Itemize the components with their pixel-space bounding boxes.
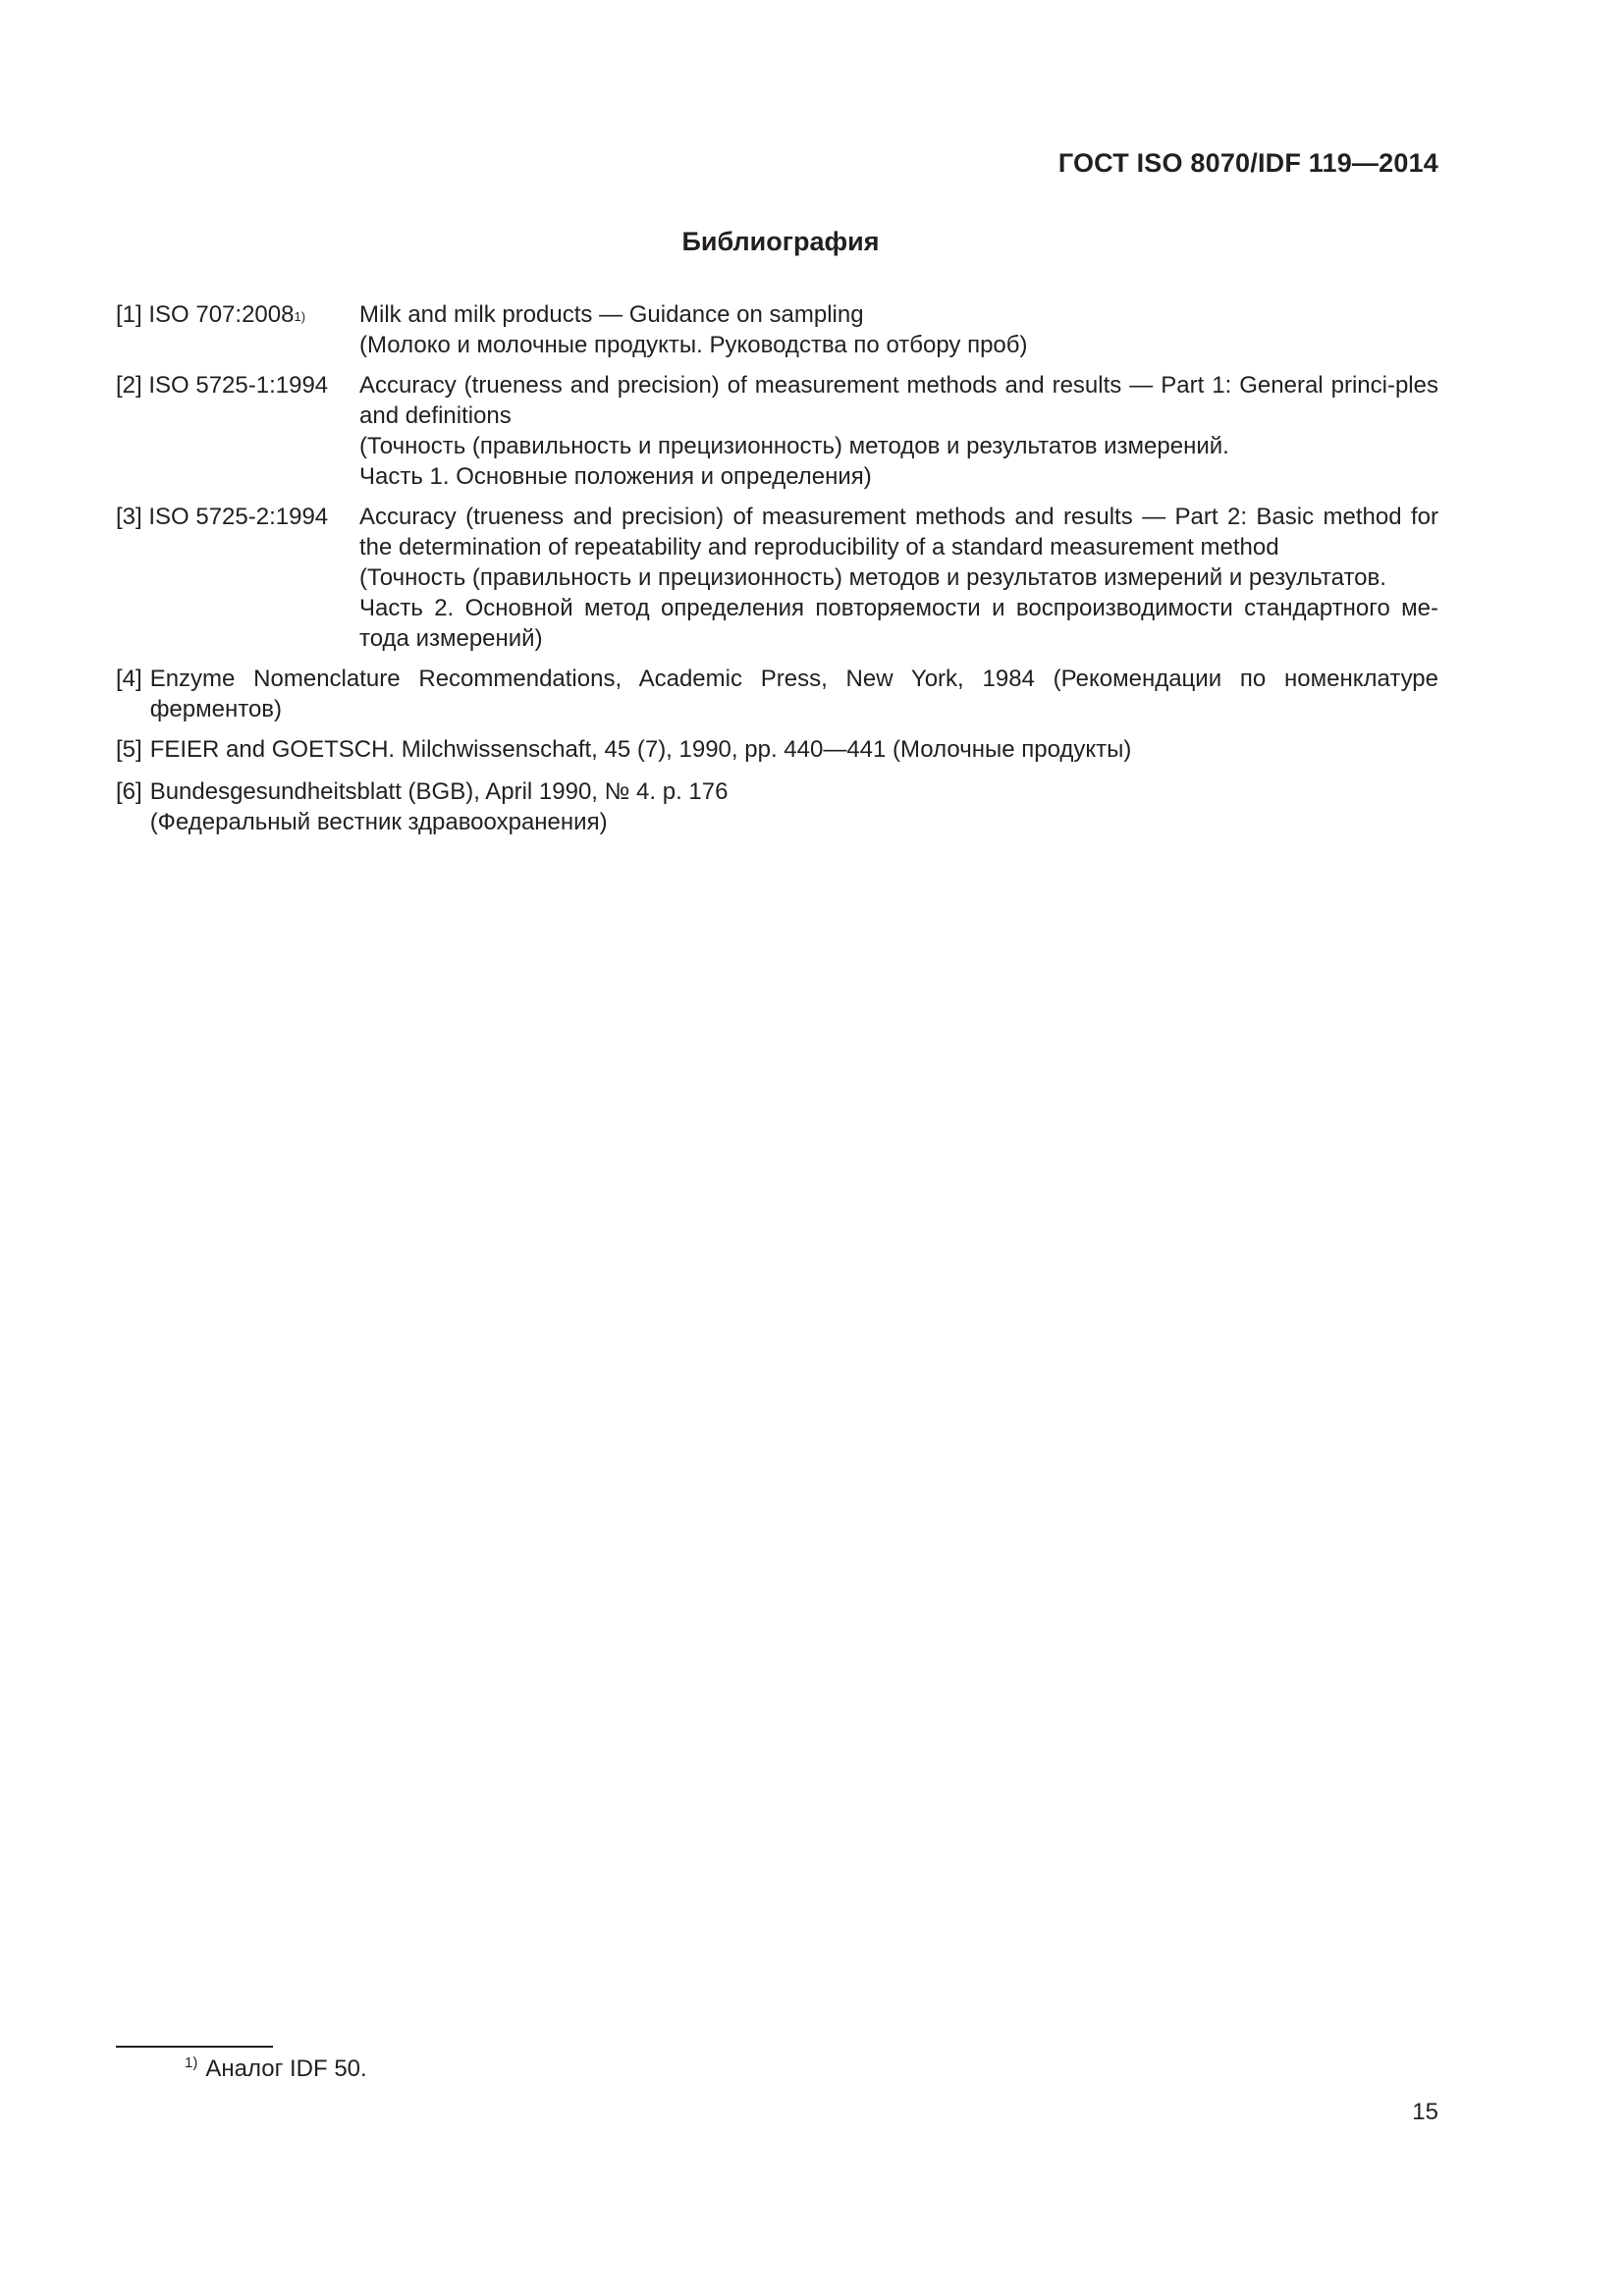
entry-text [359, 502, 1438, 654]
entry-reference: [4] [116, 666, 142, 692]
entry-line: Accuracy (trueness and precision) of measurement methods and results — Part 1: General princi-ples and definitions [359, 372, 1438, 429]
entry-line: Bundesgesundheitsblatt (BGB), April 1990, № 4. p. 176 [149, 778, 729, 805]
document-header: ГОСТ ISO 8070/IDF 119—2014 [1057, 148, 1438, 178]
entry-line: Часть 1. Основные положения и определения) [359, 463, 872, 490]
entry-line: Enzyme Nomenclature Recommendations, Academic Press, New York, 1984 (Рекомендации по номенклатуре ферментов) [149, 666, 1438, 722]
entry-text [150, 734, 1438, 765]
bibliography-entry-6 [116, 776, 1438, 837]
entry-reference: [1] ISO 707:2008$^{1)}$ [116, 301, 306, 328]
bibliography-entry-1 [116, 299, 1438, 360]
entry-reference: [3] ISO 5725-2:1994 [116, 504, 329, 530]
entry-line: Accuracy (trueness and precision) of measurement methods and results — Part 2: Basic method for the determination of repeatability and reproducibility of a standard measurement method [359, 504, 1438, 561]
bibliography-entry-5 [116, 734, 1438, 765]
entry-line: Часть 2. Основной метод определения повторяемости и воспроизводимости стандартного ме-тода измерений) [359, 595, 1438, 652]
entry-text [359, 299, 1438, 360]
entry-line: Milk and milk products — Guidance on sampling [359, 301, 864, 328]
footnote-text: Аналог IDF 50. [205, 2056, 367, 2082]
footnote-marker: 1) [185, 2055, 198, 2071]
entry-line: (Точность (правильность и прецизионность) методов и результатов измерений и результатов. [359, 564, 1386, 591]
page-title: Библиография [681, 227, 880, 256]
entry-reference: [6] [116, 778, 142, 805]
bibliography-list [116, 299, 1438, 847]
entry-line: (Точность (правильность и прецизионность) методов и результатов измерений. [359, 433, 1229, 459]
footnote-marker: 1) [294, 309, 306, 324]
entry-reference: [5] [116, 736, 142, 763]
footnote [185, 2056, 367, 2083]
bibliography-entry-3 [116, 502, 1438, 654]
bibliography-entry-4 [116, 664, 1438, 724]
entry-reference: [2] ISO 5725-1:1994 [116, 372, 329, 399]
page-number: 15 [1412, 2099, 1438, 2125]
entry-text [150, 776, 1438, 837]
entry-text [359, 370, 1438, 492]
entry-text [150, 664, 1438, 724]
footnote-separator [116, 2046, 273, 2048]
entry-line: (Молоко и молочные продукты. Руководства по отбору проб) [359, 332, 1028, 358]
bibliography-entry-2 [116, 370, 1438, 492]
entry-line: FEIER and GOETSCH. Milchwissenschaft, 45 (7), 1990, pp. 440—441 (Молочные продукты) [149, 736, 1132, 763]
entry-line: (Федеральный вестник здравоохранения) [149, 809, 608, 835]
